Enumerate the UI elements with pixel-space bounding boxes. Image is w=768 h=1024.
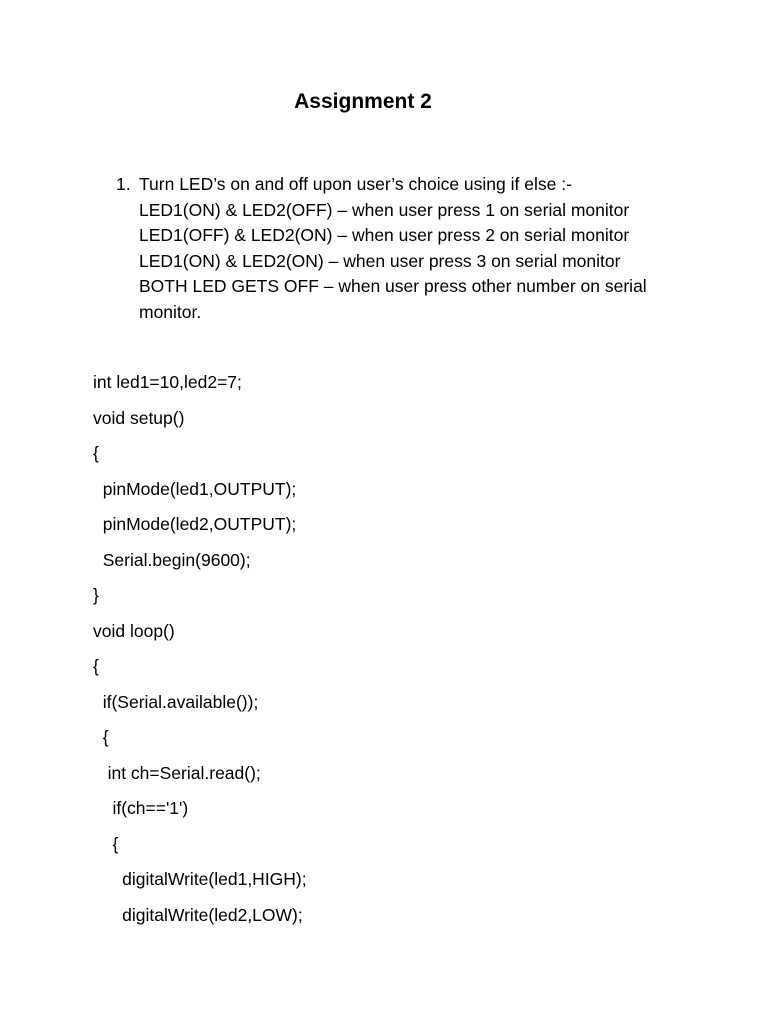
code-line: digitalWrite(led2,LOW); (93, 904, 303, 925)
question-line: monitor. (139, 301, 202, 322)
code-line: int ch=Serial.read(); (93, 762, 261, 783)
question-line: LED1(ON) & LED2(OFF) – when user press 1 on serial monitor (139, 199, 630, 220)
code-line: void loop() (93, 620, 175, 641)
code-line: if(ch=='1') (93, 798, 189, 818)
code-line: pinMode(led2,OUTPUT); (93, 514, 297, 534)
code-line: { (93, 727, 109, 747)
code-line: { (93, 833, 119, 854)
code-listing (93, 365, 693, 933)
code-line: digitalWrite(led1,HIGH); (93, 869, 307, 889)
code-line: int led1=10,led2=7; (93, 372, 242, 392)
code-line: Serial.begin(9600); (93, 549, 251, 570)
code-line: } (93, 585, 99, 605)
code-line: { (93, 443, 99, 463)
document-title: Assignment 2 (294, 90, 432, 113)
question-line: Turn LED’s on and off upon user’s choice using if else :- (139, 174, 572, 194)
question-line: BOTH LED GETS OFF – when user press other number on serial (139, 276, 647, 297)
code-line: void setup() (93, 407, 185, 428)
question-text (139, 172, 676, 326)
code-line: if(Serial.available()); (93, 691, 259, 712)
question-line: LED1(ON) & LED2(ON) – when user press 3 on serial monitor (139, 250, 621, 271)
question-number: 1. (116, 174, 131, 194)
code-line: { (93, 656, 99, 676)
question-line: LED1(OFF) & LED2(ON) – when user press 2 on serial monitor (139, 225, 630, 246)
code-line: pinMode(led1,OUTPUT); (93, 478, 297, 499)
question-item (116, 172, 676, 326)
